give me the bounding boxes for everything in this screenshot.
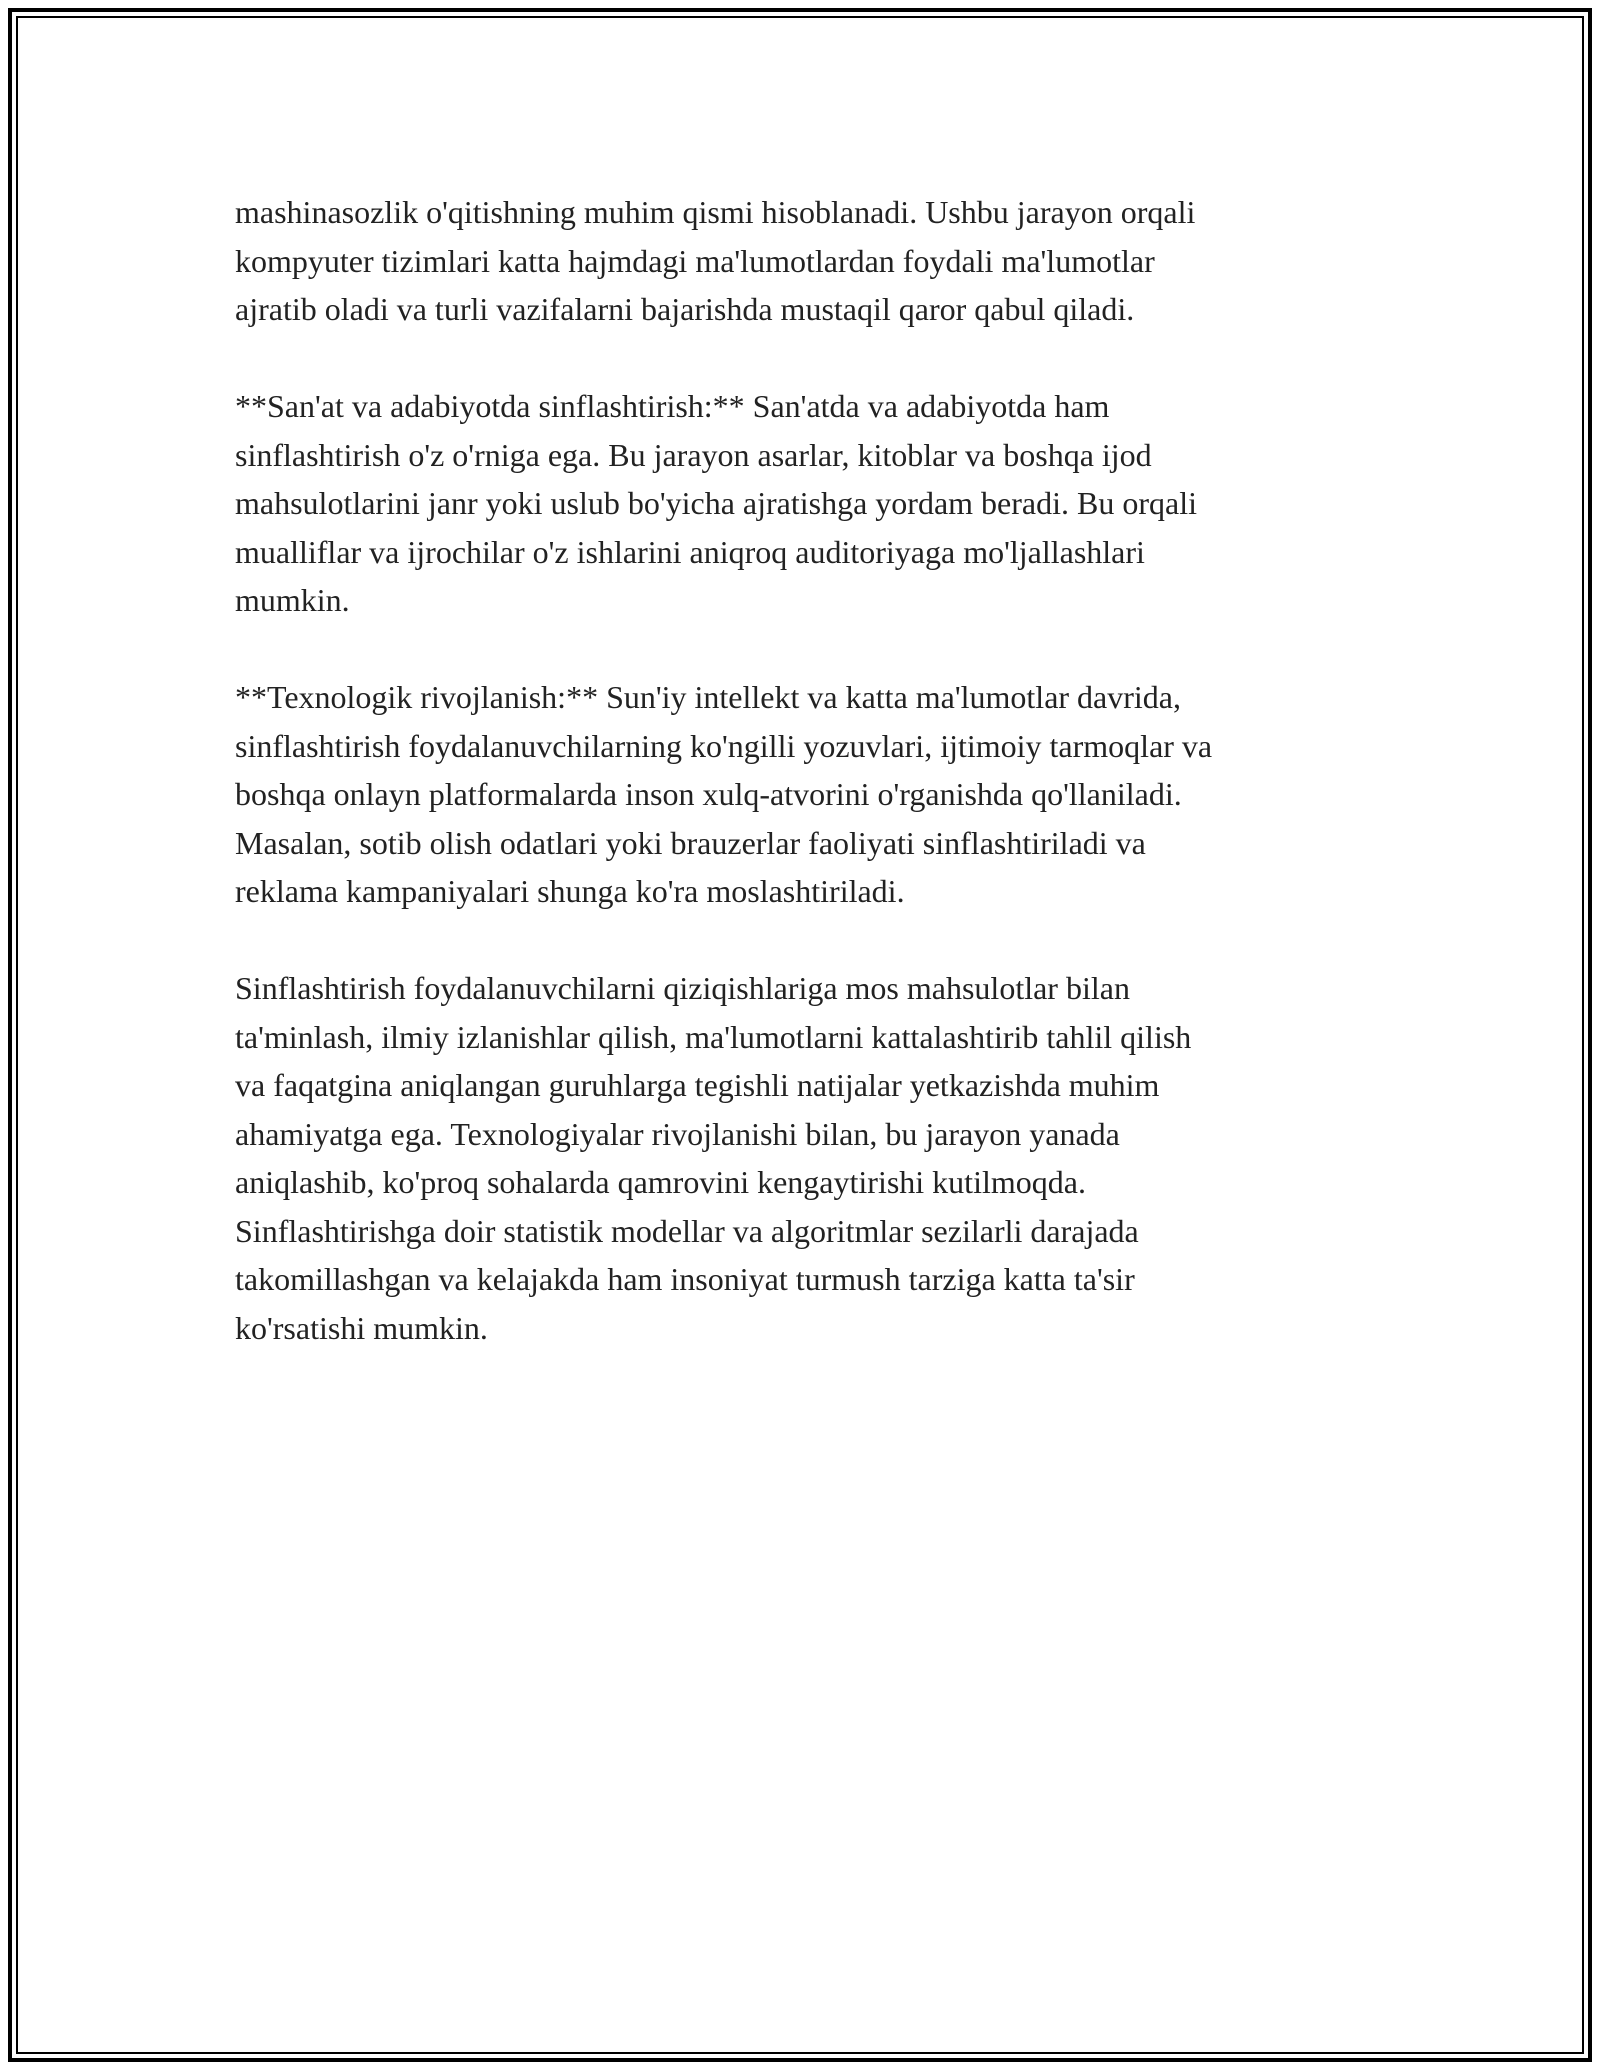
paragraph-technological-development (235, 673, 1385, 916)
text-line: boshqa onlayn platformalarda inson xulq-atvorini o'rganishda qo'llaniladi. (235, 776, 1182, 812)
document-body (235, 188, 1385, 1401)
text-line: reklama kampaniyalari shunga ko'ra moslashtiriladi. (235, 873, 905, 909)
text-line: ajratib oladi va turli vazifalarni bajarishda mustaqil qaror qabul qiladi. (235, 291, 1135, 327)
text-line: aniqlashib, ko'proq sohalarda qamrovini kengaytirishi kutilmoqda. (235, 1164, 1086, 1200)
text-line: ta'minlash, ilmiy izlanishlar qilish, ma'lumotlarni kattalashtirib tahlil qilish (235, 1018, 1192, 1055)
text-line: mumkin. (235, 582, 350, 618)
text-line: sinflashtirish o'z o'rniga ega. Bu jarayon asarlar, kitoblar va boshqa ijod (235, 436, 1152, 473)
text-line: Sinflashtirish foydalanuvchilarni qiziqishlariga mos mahsulotlar bilan (235, 970, 1130, 1006)
text-line: ahamiyatga ega. Texnologiyalar rivojlanishi bilan, bu jarayon yanada (235, 1115, 1120, 1152)
paragraph-art-literature (235, 382, 1385, 625)
text-line: mahsulotlarini janr yoki uslub bo'yicha ajratishga yordam beradi. Bu orqali (235, 485, 1197, 521)
text-line: Masalan, sotib olish odatlari yoki brauzerlar faoliyati sinflashtiriladi va (235, 824, 1146, 861)
text-line: mashinasozlik o'qitishning muhim qismi hisoblanadi. Ushbu jarayon orqali (235, 194, 1196, 230)
paragraph-machine-learning (235, 188, 1385, 334)
text-line: ko'rsatishi mumkin. (235, 1309, 488, 1346)
text-line: mualliflar va ijrochilar o'z ishlarini aniqroq auditoriyaga mo'ljallashlari (235, 533, 1145, 570)
text-line: takomillashgan va kelajakda ham insoniyat turmush tarziga katta ta'sir (235, 1261, 1135, 1297)
text-line: kompyuter tizimlari katta hajmdagi ma'lumotlardan foydali ma'lumotlar (235, 242, 1155, 279)
text-line: Sinflashtirishga doir statistik modellar va algoritmlar sezilarli darajada (235, 1212, 1139, 1249)
text-line: sinflashtirish foydalanuvchilarning ko'ngilli yozuvlari, ijtimoiy tarmoqlar va (235, 727, 1213, 764)
paragraph-conclusion (235, 964, 1385, 1352)
text-line: **San'at va adabiyotda sinflashtirish:** San'atda va adabiyotda ham (235, 388, 1110, 424)
text-line: va faqatgina aniqlangan guruhlarga tegishli natijalar yetkazishda muhim (235, 1067, 1160, 1103)
text-line: **Texnologik rivojlanish:** Sun'iy intellekt va katta ma'lumotlar davrida, (235, 679, 1181, 715)
